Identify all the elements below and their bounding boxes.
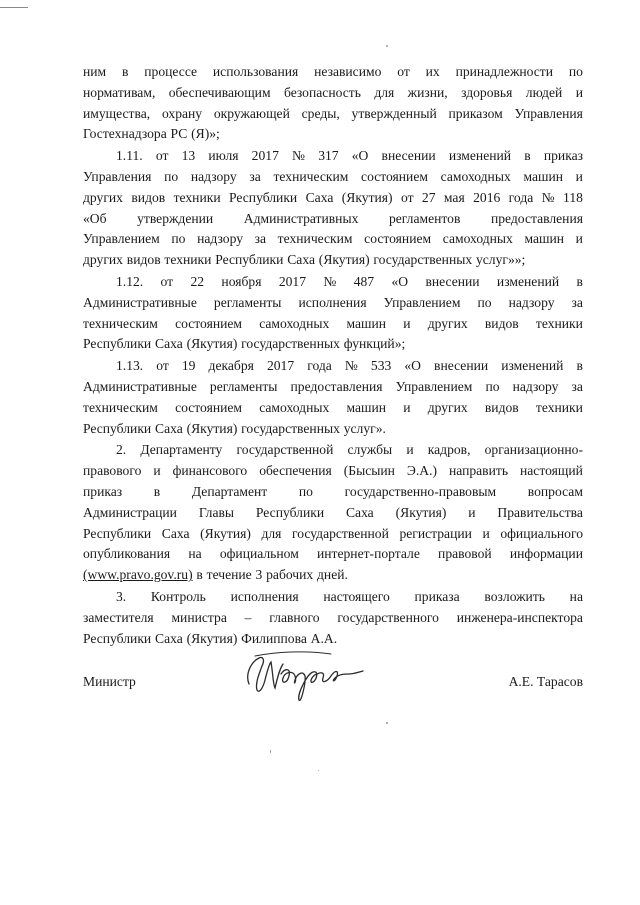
word: направить [448, 463, 509, 479]
word: информации [509, 546, 583, 562]
word: (Якутия) [186, 420, 238, 436]
word: для [374, 84, 395, 100]
word: и [575, 231, 583, 247]
word: 533 [370, 358, 392, 374]
word: 487 [353, 273, 375, 289]
word: услуг»»; [475, 252, 526, 268]
word: по [477, 294, 492, 310]
word: декабря [208, 358, 254, 374]
word: машин [524, 231, 565, 247]
text-line [83, 419, 583, 440]
word: приказ [543, 148, 583, 164]
word: Управлением [83, 231, 160, 247]
word: «О [404, 358, 421, 374]
word: машин [346, 399, 387, 415]
word: Административных [243, 210, 359, 226]
word: обеспечения [259, 463, 332, 479]
word: предоставления [290, 378, 383, 394]
word: утверждении [137, 210, 214, 226]
word: (Я)»; [191, 126, 220, 142]
word: регистрации [399, 525, 472, 541]
word: исполнения [298, 294, 367, 310]
word: рабочих [266, 567, 314, 583]
word: других [83, 189, 123, 205]
word: Республики [83, 630, 152, 646]
text-line [83, 272, 583, 293]
word: Республики [83, 336, 152, 352]
word: обеспечивающим [168, 84, 271, 100]
word: в [196, 567, 203, 583]
word: года [307, 358, 332, 374]
word: Гостехнадзора [83, 126, 167, 142]
text-line [83, 250, 583, 271]
word: 2017 [251, 148, 279, 164]
word: Саха [345, 504, 374, 520]
word: надзору [508, 294, 555, 310]
word: использования [212, 64, 299, 79]
word: 3 [255, 567, 263, 583]
text-line [83, 167, 583, 188]
word: государственно-правовым [344, 483, 497, 499]
word: состоянием [361, 168, 428, 184]
word: от [397, 64, 410, 79]
word: за [254, 231, 267, 247]
word: Правительства [497, 504, 583, 520]
word: техники [164, 252, 212, 268]
word: безопасность [283, 84, 361, 100]
word: машин [346, 315, 387, 331]
word: процессе [144, 64, 198, 79]
word: 2017 [266, 358, 295, 374]
word: окружающей [213, 105, 290, 121]
word: техническим [83, 399, 158, 415]
text-line [83, 544, 583, 565]
word: дней. [317, 567, 348, 583]
word: опубликования [83, 546, 171, 562]
word: Управления [514, 105, 583, 121]
word: «Об [83, 210, 107, 226]
word: Саха [305, 189, 334, 205]
text-line [83, 356, 583, 377]
text-line [83, 188, 583, 209]
word: по [568, 64, 583, 79]
word: – [244, 609, 252, 625]
word: Филиппова [241, 630, 307, 646]
word: Республики [229, 189, 298, 205]
signature-block [83, 666, 583, 706]
word: машин [523, 168, 563, 184]
word: в [576, 358, 583, 374]
word: за [571, 378, 583, 394]
word: техники [173, 189, 221, 205]
word: других [83, 252, 123, 268]
word: для [261, 525, 282, 541]
word: Республики [83, 525, 152, 541]
handwritten-signature [235, 644, 367, 706]
word: по [485, 378, 500, 394]
text-line [83, 377, 583, 398]
word: государственной [236, 442, 334, 458]
scan-speck [386, 722, 388, 724]
word: № [323, 273, 337, 289]
word: охрану [161, 105, 203, 121]
word: за [571, 294, 583, 310]
text-line [83, 461, 583, 482]
word: (Якутия) [186, 630, 238, 646]
word: государственного [337, 609, 439, 625]
word: (Бысыин [343, 463, 395, 479]
word: видов [131, 189, 166, 205]
word: (Якутия) [341, 189, 393, 205]
word: самоходных [259, 399, 330, 415]
word: главного [269, 609, 320, 625]
word: 1.13. [116, 358, 144, 374]
signer-name: А.Е. Тарасов [508, 674, 583, 689]
word: (Якутия) [200, 525, 251, 541]
word: 2016 [473, 189, 501, 205]
word: в [122, 64, 129, 79]
word: 2017 [278, 273, 306, 289]
word: № [541, 189, 555, 205]
word: заместителя [83, 609, 154, 625]
word: «О [351, 148, 369, 164]
word: 1.12. [116, 273, 144, 289]
word: приказом [448, 105, 503, 121]
word: Управлением [383, 294, 461, 310]
word: Департамент [191, 483, 268, 499]
text-line [83, 440, 583, 461]
word: изменений [496, 273, 560, 289]
word: финансового [172, 463, 248, 479]
word: и [403, 399, 411, 415]
word: техники [535, 315, 583, 331]
scan-edge-mark [0, 7, 28, 8]
word: имущества, [83, 105, 151, 121]
word: здоровья [461, 84, 513, 100]
word: внесении [381, 148, 436, 164]
word: официальном [219, 546, 299, 562]
word: 19 [181, 358, 196, 374]
word: нормативам, [83, 84, 156, 100]
word: самоходных [259, 315, 330, 331]
word: в [576, 273, 583, 289]
word: приказа [414, 588, 460, 604]
word: Департаменту [140, 442, 223, 458]
word: Саха [155, 336, 183, 352]
text-line [83, 104, 583, 125]
word: настоящий [519, 463, 583, 479]
word: состоянием [364, 231, 432, 247]
word: РС [170, 126, 188, 142]
word: (Якутия) [395, 504, 447, 520]
word: Администрации [83, 504, 177, 520]
word: ним [83, 64, 107, 79]
text-line [83, 587, 583, 608]
word: 3. [116, 588, 127, 604]
word: Саха [287, 252, 315, 268]
word: техническим [83, 315, 158, 331]
word: надзору [512, 378, 559, 394]
word: и [406, 442, 414, 458]
text-line [83, 398, 583, 419]
word: и [403, 315, 411, 331]
word: видов [126, 252, 161, 268]
text-line [83, 124, 583, 145]
word: и [468, 504, 476, 520]
word: состоянием [175, 315, 243, 331]
word: функций»; [343, 336, 406, 352]
word: по [171, 231, 186, 247]
word: министра [171, 609, 227, 625]
word: № [292, 148, 306, 164]
word: течение [206, 567, 252, 583]
text-line [83, 503, 583, 524]
word: правового [83, 463, 142, 479]
word: ноября [221, 273, 262, 289]
text-line [83, 83, 583, 104]
text-line [83, 229, 583, 250]
word: приказ [83, 483, 123, 499]
word: предоставления [490, 210, 583, 226]
order-body-text [83, 62, 583, 649]
word: принадлежности [455, 64, 554, 79]
word: мая [443, 189, 465, 205]
word: техническим [273, 168, 349, 184]
text-line [83, 62, 583, 83]
word: Саха [155, 630, 183, 646]
word: среды, [301, 105, 340, 121]
word: регламенты [209, 378, 278, 394]
word: организационно- [484, 442, 583, 458]
word: государственной [291, 525, 389, 541]
word: 2. [116, 442, 127, 458]
word: А.А. [310, 630, 338, 646]
word: внесении [434, 358, 489, 374]
signer-position: Министр [83, 674, 136, 689]
text-line [83, 482, 583, 503]
word: № [344, 358, 358, 374]
word: (Якутия) [318, 252, 370, 268]
word: на [569, 588, 583, 604]
word: утвержденный [351, 105, 437, 121]
word: 27 [421, 189, 436, 205]
word: Контроль [150, 588, 206, 604]
word: государственных [373, 252, 473, 268]
word: Республики [215, 252, 284, 268]
word: 1.11. [116, 148, 143, 164]
word: возложить [484, 588, 545, 604]
word: внесении [425, 273, 480, 289]
word: официального [500, 525, 583, 541]
text-line [83, 524, 583, 545]
word: Главы [198, 504, 235, 520]
word: и [575, 168, 583, 184]
word: вопросам [527, 483, 583, 499]
word: Административные [83, 378, 197, 394]
word: изменений [501, 358, 564, 374]
word: от [155, 148, 169, 164]
word: изменений [448, 148, 512, 164]
word: других [427, 315, 468, 331]
word: 22 [190, 273, 205, 289]
word: техническим [277, 231, 353, 247]
word: Саха [155, 420, 183, 436]
word: регламенты [213, 294, 282, 310]
word: и [575, 84, 583, 100]
scan-speck [386, 45, 388, 47]
word: службы [347, 442, 393, 458]
word: государственных [241, 420, 340, 436]
word: (Якутия) [186, 336, 238, 352]
word: года [508, 189, 534, 205]
word: Управления [83, 168, 152, 184]
word: 317 [318, 148, 339, 164]
word: инженера-инспектора [456, 609, 583, 625]
word: в [524, 148, 531, 164]
word: их [425, 64, 440, 79]
word: и [482, 525, 490, 541]
word: исполнения [230, 588, 299, 604]
word: и [153, 463, 161, 479]
word: регламентов [388, 210, 461, 226]
text-line [83, 314, 583, 335]
text-line [83, 608, 583, 629]
word: в [153, 483, 161, 499]
text-line [83, 209, 583, 230]
word: государственных [241, 336, 340, 352]
word: интернет-портале [316, 546, 420, 562]
word: услуг». [343, 420, 386, 436]
word: жизни, [407, 84, 448, 100]
scan-speck [270, 750, 271, 753]
word: 118 [563, 189, 583, 205]
word: от [400, 189, 414, 205]
word: 13 [181, 148, 196, 164]
word: техники [535, 399, 583, 415]
text-line [83, 334, 583, 355]
text-line [83, 565, 583, 586]
word: состоянием [175, 399, 243, 415]
word: по [164, 168, 179, 184]
word: Административные [83, 294, 197, 310]
word: видов [484, 399, 519, 415]
pravo-portal-link[interactable]: (www.pravo.gov.ru) [83, 567, 193, 583]
text-line [83, 146, 583, 167]
scan-speck [318, 770, 319, 771]
word: Республики [255, 504, 325, 520]
word: за [249, 168, 261, 184]
word: кадров, [427, 442, 471, 458]
word: Саха [161, 525, 190, 541]
word: от [156, 358, 169, 374]
word: самоходных [440, 168, 511, 184]
word: Управлением [395, 378, 473, 394]
word: видов [484, 315, 519, 331]
word: на [188, 546, 202, 562]
word: июля [208, 148, 239, 164]
word: надзору [197, 231, 244, 247]
word: людей [525, 84, 563, 100]
text-line [83, 293, 583, 314]
word: независимо [314, 64, 382, 79]
word: надзору [190, 168, 237, 184]
word: от [160, 273, 174, 289]
word: «О [391, 273, 409, 289]
word: Республики [83, 420, 152, 436]
word: правовой [438, 546, 492, 562]
word: самоходных [442, 231, 513, 247]
word: других [427, 399, 468, 415]
word: Э.А.) [406, 463, 437, 479]
word: по [298, 483, 313, 499]
word: настоящего [323, 588, 390, 604]
